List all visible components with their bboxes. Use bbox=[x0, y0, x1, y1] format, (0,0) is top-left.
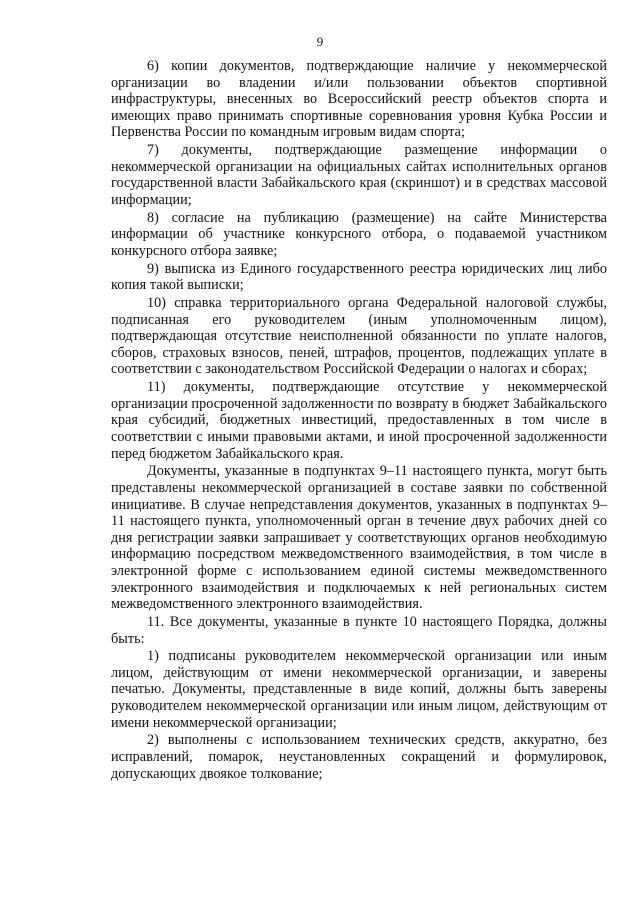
paragraph-requirement-2: 2) выполнены с использованием технических средств, аккуратно, без исправлений, помарок, неустановленных сокращений и формулировок, допускающих двоякое толкование; bbox=[111, 732, 607, 782]
paragraph-item-9: 9) выписка из Единого государственного реестра юридических лиц либо копия такой выписки; bbox=[111, 260, 607, 294]
paragraph-item-11: 11) документы, подтверждающие отсутствие у некоммерческой организации просроченной задолженности по возврату в бюджет Забайкальского края субсидий, бюджетных инвестиций, предоставленных в том числе в соответствии с иными правовыми актами, и иной просроченной задолженности перед бюджетом Забайкальского края. bbox=[111, 379, 607, 462]
document-body bbox=[111, 58, 607, 783]
paragraph-requirement-1: 1) подписаны руководителем некоммерческой организации или иным лицом, действующим от имени некоммерческой организации, и заверены печатью. Документы, представленные в виде копий, должны быть заверены руководителем некоммерческой организации или иным лицом, действующим от имени некоммерческой организации; bbox=[111, 648, 607, 731]
paragraph-item-10: 10) справка территориального органа Федеральной налоговой службы, подписанная его руководителем (иным уполномоченным лицом), подтверждающая отсутствие неисполненной обязанности по уплате налогов, сборов, страховых взносов, пеней, штрафов, процентов, подлежащих уплате в соответствии с законодательством Российской Федерации о налогах и сборах; bbox=[111, 295, 607, 378]
page-number: 9 bbox=[316, 34, 324, 49]
paragraph-item-6: 6) копии документов, подтверждающие наличие у некоммерческой организации во владении и/или пользовании объектов спортивной инфраструктуры, внесенных во Всероссийский реестр объектов спорта и имеющих право принимать спортивные соревнования уровня Кубка России и Первенства России по командным игровым видам спорта; bbox=[111, 58, 607, 141]
paragraph-section-11: 11. Все документы, указанные в пункте 10 настоящего Порядка, должны быть: bbox=[111, 613, 607, 647]
paragraph-item-7: 7) документы, подтверждающие размещение информации о некоммерческой организации на официальных сайтах исполнительных органов государственной власти Забайкальского края (скриншот) и в средствах массовой информации; bbox=[111, 142, 607, 208]
paragraph-documents-note: Документы, указанные в подпунктах 9–11 настоящего пункта, могут быть представлены некоммерческой организацией в составе заявки по собственной инициативе. В случае непредставления документов, указанных в подпунктах 9–11 настоящего пункта, уполномоченный орган в течение двух рабочих дней со дня регистрации заявки запрашивает у соответствующих органов необходимую информацию посредством межведомственного взаимодействия, в том числе в электронной форме с использованием единой системы межведомственного электронного взаимодействия и подключаемых к ней региональных систем межведомственного электронного взаимодействия. bbox=[111, 463, 607, 613]
paragraph-item-8: 8) согласие на публикацию (размещение) на сайте Министерства информации об участнике конкурсного отбора, о подаваемой участником конкурсного отбора заявке; bbox=[111, 209, 607, 259]
